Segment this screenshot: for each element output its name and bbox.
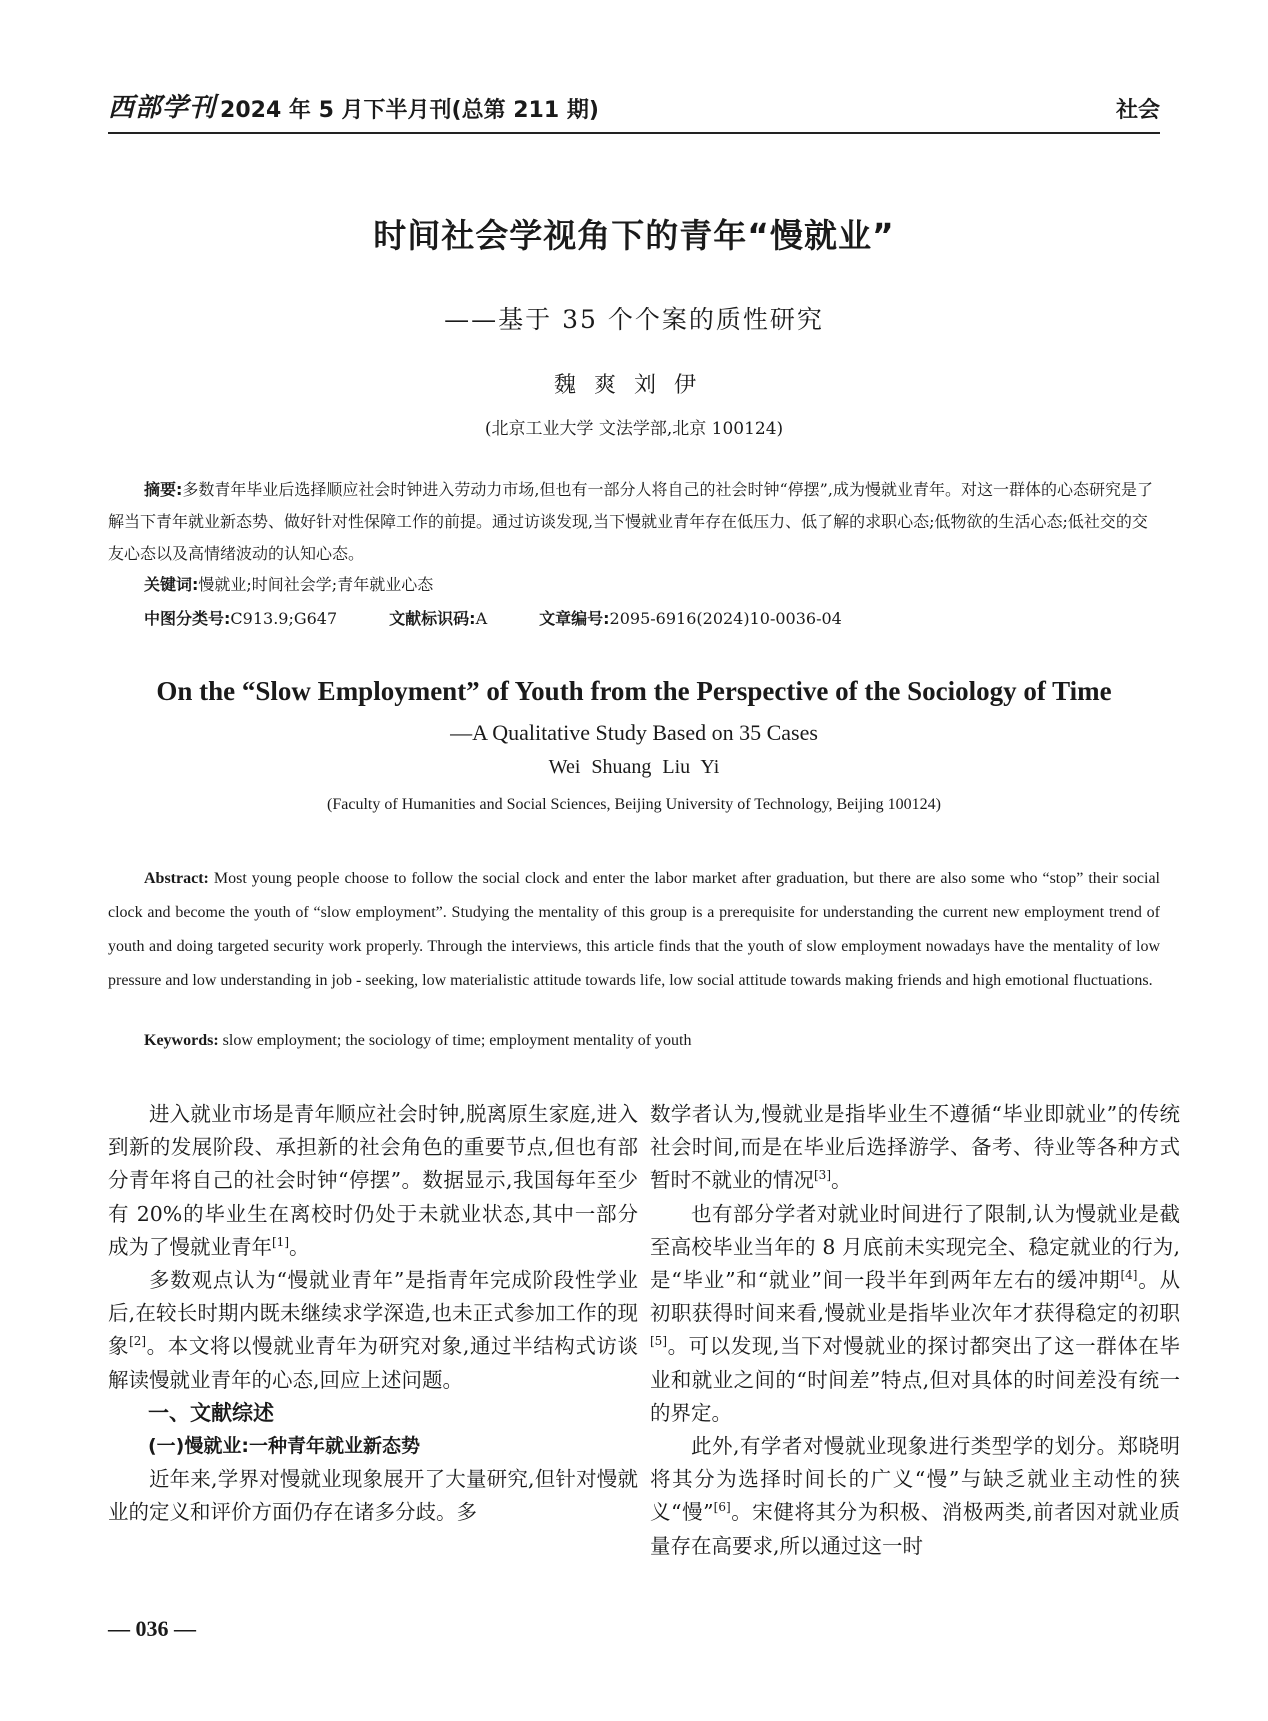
body-paragraph (650, 1430, 1180, 1563)
running-header (108, 84, 1160, 134)
paragraph-text: 。 (831, 1168, 852, 1193)
classification-line (144, 606, 842, 629)
section-label: 社会 (1115, 98, 1160, 123)
journal-issue: 2024 年 5 月下半月刊(总第 211 期) (220, 98, 599, 123)
article-number (539, 606, 842, 629)
abstract-en-text: Most young people choose to follow the social clock and enter the labor market after graduation, but there are also some who “stop” their social clock and become the youth of “slow employment”. Studying the mentality of this group is a prerequisite for understanding the current new employment trend of youth and doing targeted security work properly. Through the interviews, this article finds that the youth of slow employment nowadays have the mentality of low pressure and low understanding in job - seeking, low materialistic attitude towards life, low social attitude towards making friends and high emotional fluctuations. (108, 870, 1161, 989)
keywords-en-label: Keywords: (144, 1032, 219, 1049)
keywords-cn-text: 慢就业;时间社会学;青年就业心态 (198, 575, 434, 594)
clc-label: 中图分类号: (144, 609, 231, 628)
paragraph-text: 近年来,学界对慢就业现象展开了大量研究,但针对慢就业的定义和评价方面仍存在诸多分歧。多 (108, 1467, 638, 1525)
abstract-cn-label: 摘要: (144, 480, 183, 499)
citation-ref[interactable]: [1] (272, 1234, 289, 1249)
abstract-en-label: Abstract: (144, 870, 209, 887)
body-paragraph (108, 1264, 638, 1397)
paragraph-text: 多数观点认为“慢就业青年”是指青年完成阶段性学业后,在较长时期内既未继续求学深造,也未正式参加工作的现象 (108, 1268, 638, 1359)
page-number: — 036 — (108, 1616, 196, 1641)
paragraph-text: 数学者认为,慢就业是指毕业生不遵循“毕业即就业”的传统社会时间,而是在毕业后选择游学、备考、待业等各种方式暂时不就业的情况 (650, 1102, 1180, 1193)
authors-cn: 魏爽刘伊 (553, 373, 714, 398)
header-left (108, 87, 599, 124)
paragraph-text: 。本文将以慢就业青年为研究对象,通过半结构式访谈解读慢就业青年的心态,回应上述问题。 (108, 1334, 639, 1392)
section-heading: 一、文献综述 (148, 1400, 274, 1425)
subsection-heading: (一)慢就业:一种青年就业新态势 (148, 1435, 420, 1458)
body-column-right (650, 1098, 1180, 1563)
abstract-cn-text: 多数青年毕业后选择顺应社会时钟进入劳动力市场,但也有一部分人将自己的社会时钟“停摆”,成为慢就业青年。对这一群体的心态研究是了解当下青年就业新态势、做好针对性保障工作的前提。通过访谈发现,当下慢就业青年存在低压力、低了解的求职心态;低物欲的生活心态;低社交的交友心态以及高情绪波动的认知心态。 (108, 480, 1153, 563)
body-column-left (108, 1098, 638, 1530)
citation-ref[interactable]: [4] (1120, 1268, 1138, 1283)
paragraph-text: 进入就业市场是青年顺应社会时钟,脱离原生家庭,进入到新的发展阶段、承担新的社会角色的重要节点,但也有部分青年将自己的社会时钟“停摆”。数据显示,我国每年至少有 20%的毕业生在离校时仍处于未就业状态,其中一部分成为了慢就业青年 (108, 1102, 638, 1259)
citation-ref[interactable]: [3] (814, 1168, 831, 1183)
body-paragraph (108, 1463, 638, 1529)
journal-logo: 西部学刊 (108, 93, 217, 123)
paragraph-text: 此外,有学者对慢就业现象进行类型学的划分。郑晓明将其分为选择时间长的广义“慢”与缺乏就业主动性的狭义“慢” (650, 1434, 1180, 1525)
body-paragraph (650, 1198, 1180, 1430)
affiliation-en: (Faculty of Humanities and Social Sciences, Beijing University of Technology, Beijing 100124) (327, 796, 941, 813)
affiliation-cn: (北京工业大学 文法学部,北京 100124) (484, 419, 784, 439)
doc-code (389, 606, 487, 629)
authors-en: Wei Shuang Liu Yi (548, 756, 720, 778)
citation-ref[interactable]: [6] (713, 1500, 731, 1515)
paragraph-text: 。 (289, 1234, 310, 1259)
citation-ref[interactable]: [5] (650, 1334, 667, 1349)
subtitle-en: —A Qualitative Study Based on 35 Cases (450, 720, 818, 745)
keywords-en (144, 1032, 691, 1050)
citation-ref[interactable]: [2] (129, 1334, 147, 1349)
doc-label: 文献标识码: (389, 609, 476, 628)
clc-value: C913.9;G647 (230, 609, 338, 628)
doc-value: A (475, 609, 488, 628)
paragraph-text: 也有部分学者对就业时间进行了限制,认为慢就业是截至高校毕业当年的 8 月底前未实现完全、稳定就业的行为,是“毕业”和“就业”间一段半年到两年左右的缓冲期 (650, 1201, 1180, 1293)
abstract-en (108, 862, 1160, 998)
subtitle-cn: ——基于 35 个个案的质性研究 (444, 305, 824, 334)
paragraph-text: 。从初职获得时间来看,慢就业是指毕业次年才获得稳定的初职 (650, 1268, 1181, 1326)
abstract-cn (108, 474, 1160, 570)
article-value: 2095-6916(2024)10-0036-04 (609, 609, 842, 628)
keywords-cn (144, 572, 433, 595)
body-paragraph (650, 1098, 1180, 1198)
title-cn: 时间社会学视角下的青年“慢就业” (373, 216, 895, 255)
paragraph-text: 。可以发现,当下对慢就业的探讨都突出了这一群体在毕业和就业之间的“时间差”特点,但对具体的时间差没有统一的界定。 (650, 1334, 1180, 1425)
keywords-cn-label: 关键词: (144, 575, 199, 594)
title-en: On the “Slow Employment” of Youth from the Perspective of the Sociology of Time (156, 676, 1112, 706)
paragraph-text: 。宋健将其分为积极、消极两类,前者因对就业质量存在高要求,所以通过这一时 (650, 1500, 1181, 1558)
body-paragraph (108, 1098, 638, 1264)
clc-code (144, 606, 337, 629)
keywords-en-text: slow employment; the sociology of time; employment mentality of youth (222, 1032, 692, 1049)
article-label: 文章编号: (539, 609, 610, 628)
